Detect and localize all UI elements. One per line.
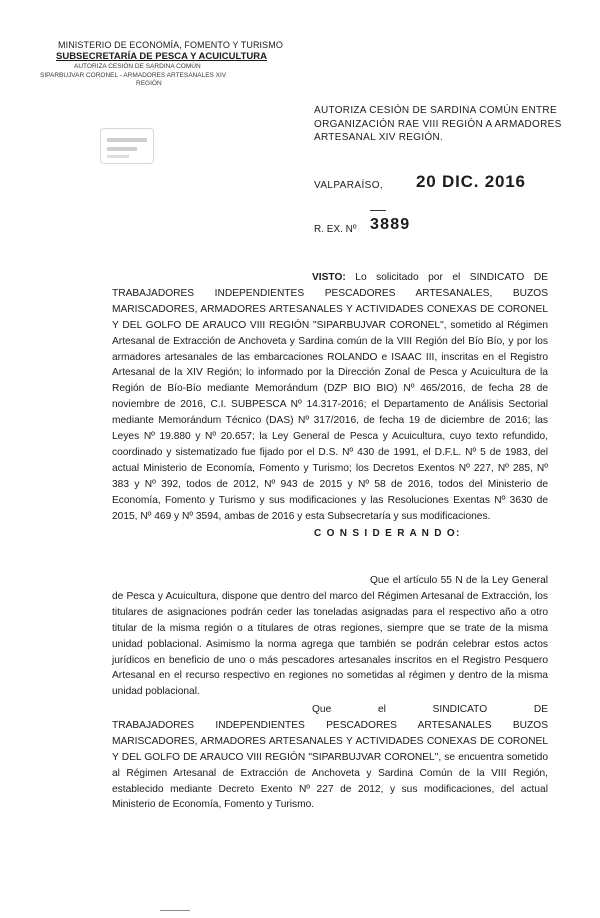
header-reference-line-3: REGIÓN — [136, 80, 162, 87]
considerando-paragraph-2 — [112, 702, 548, 813]
ministry-header — [40, 40, 283, 89]
place-label: VALPARAÍSO, — [314, 180, 384, 191]
paragraph-text: Acuicultura, dispone que dentro del marco del Régimen Artesanal de Extracción, los titulares de asignaciones podrán ceder las toneladas asignadas para el respectivo año a otro titular de la misma región o a titulares de otras regiones, siempre que se trate de la misma unidad poblacional. Asimismo la norma agrega que también se podrán celebrar estos actos jurídicos en beneficio de uno o más pescadores artesanales inscritos en el Registro Pesquero Artesanal en el recurso respectivo en regiones no sometidas al régimen y dentro de la misma unidad poblacional. — [112, 590, 548, 698]
header-reference-line-1: AUTORIZA CESIÓN DE SARDINA COMÚN — [74, 63, 201, 70]
resolution-date: 20 DIC. 2016 — [416, 172, 526, 191]
number-dash — [370, 210, 386, 211]
considerando-heading: C O N S I D E R A N D O: — [314, 528, 461, 539]
paragraph-lead: Que el artículo 55 N de la Ley General de Pesca y — [112, 575, 548, 602]
visto-text: Lo solicitado por el SINDICATO DE TRABAJADORES INDEPENDIENTES PESCADORES ARTESANALES, BUZOS MARISCADORES, ARMADORES ARTESANALES Y ACTIVIDADES CONEXAS DE CORONEL Y DEL GOLFO DE ARAUCO VIII REGIÓN "SIPARBUJVAR CORONEL", sometido al Régimen Artesanal de Extracción de Anchoveta y Sardina común de la VIII Región del Bío Bío, y por los armadores artesanales de las embarcaciones ROLANDO e ISAAC III, inscritas en el Registro Artesanal de la XIV Región; lo informado por la Dirección Zonal de Pesca y Acuicultura de la Región de Bío-Bío mediante Memorándum (DZP BIO BIO) Nº 465/2016, de fecha 28 de noviembre de 2016, C.I. SUBPESCA Nº 14.317-2016; el Departamento de Análisis Sectorial mediante Memorándum Técnico (DAS) Nº 317/2016, de fecha 19 de diciembre de 2016; las Leyes Nº 19.880 y Nº 20.657; la Ley General de Pesca y Acuicultura, cuyo texto refundido, coordinado y sistematizado fue fijado por el D.S. Nº 430 de 1991, el D.F.L. Nº 5 de 1983, del actual Ministerio de Economía, Fomento y Turismo; los Decretos Exentos Nº 227, Nº 285, Nº 383 y Nº 392, todos de 2012, Nº 943 de 2015 y Nº 58 de 2016, todos del Ministerio de Economía, Fomento y Turismo y sus modificaciones y las Resoluciones Exentas Nº 3630 de 2015, Nº 469 y Nº 3594, ambas de 2016 y esta Subsecretaría y sus modificaciones. — [112, 272, 548, 522]
ministry-name: MINISTERIO DE ECONOMÍA, FOMENTO Y TURISMO — [58, 40, 283, 50]
header-reference-line-2: SIPARBUJVAR CORONEL - ARMADORES ARTESANALES XIV — [40, 71, 227, 79]
stamp-mark — [107, 155, 129, 158]
visto-paragraph — [112, 270, 548, 525]
resolution-title: AUTORIZA CESIÓN DE SARDINA COMÚN ENTRE ORGANIZACIÓN RAE VIII REGIÓN A ARMADORES ARTESANAL XIV REGIÓN. — [314, 105, 562, 143]
footer-mark — [160, 910, 190, 911]
considerando-paragraph-1 — [112, 573, 548, 700]
stamp-mark — [107, 138, 147, 142]
visto-keyword: VISTO: — [312, 272, 346, 283]
resolution-number-label: R. EX. Nº — [314, 224, 357, 235]
subsecretariat-name: SUBSECRETARÍA DE PESCA Y ACUICULTURA — [56, 51, 267, 62]
paragraph-text: INDEPENDIENTES PESCADORES ARTESANALES BUZOS MARISCADORES, ARMADORES ARTESANALES Y ACTIVIDADES CONEXAS DE CORONEL Y DEL GOLFO DE ARAUCO VIII REGIÓN "SIPARBUJVAR CORONEL", se encuentra sometido al Régimen Artesanal de Extracción de Anchoveta y Sardina Común de la VIII Región, establecido mediante Decreto Exento Nº 227 de 2012, y sus modificaciones, del actual Ministerio de Economía, Fomento y Turismo. — [112, 719, 548, 811]
paragraph-lead: Que el SINDICATO DE TRABAJADORES — [112, 704, 548, 731]
reception-stamp — [100, 128, 154, 164]
resolution-number: 3889 — [370, 216, 411, 233]
stamp-mark — [107, 147, 137, 151]
